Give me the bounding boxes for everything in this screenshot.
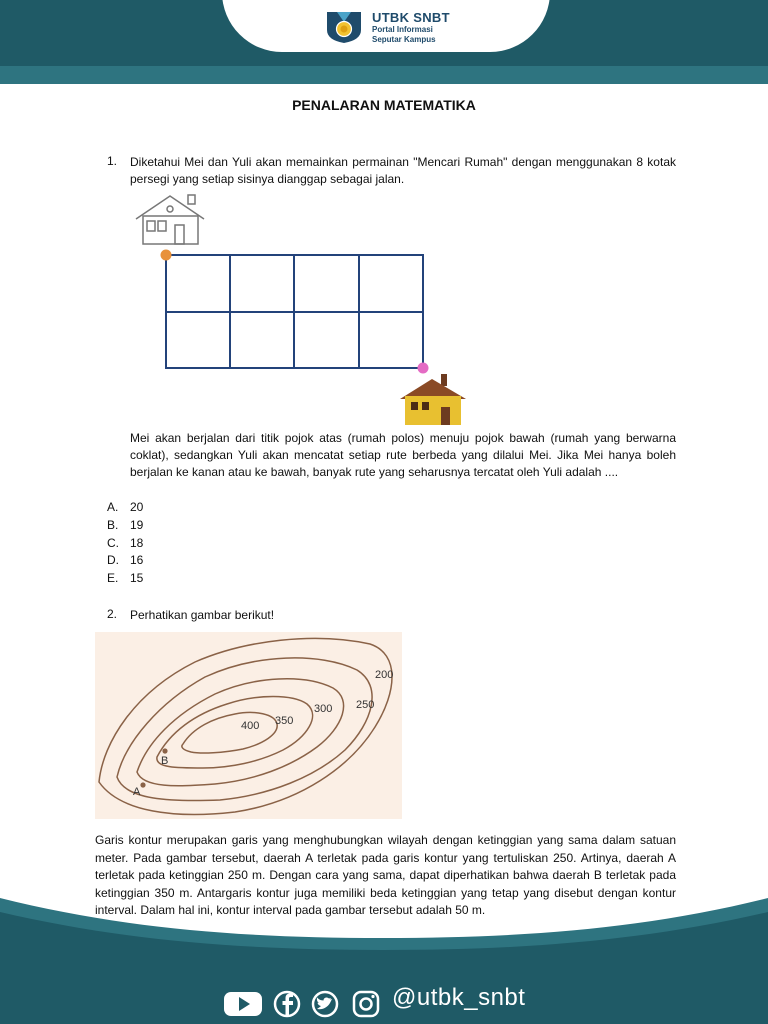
label-400: 400 bbox=[241, 720, 260, 732]
label-250: 250 bbox=[356, 699, 375, 711]
plain-house-icon bbox=[136, 195, 204, 244]
option-b-value: 19 bbox=[130, 518, 144, 532]
twitter-icon[interactable] bbox=[313, 992, 337, 1016]
q1-question: Mei akan berjalan dari titik pojok atas (rumah polos) menuju pojok bawah (rumah yang berwarna coklat), sedangkan Yuli akan mencatat setiap rute berbeda yang dilalui Mei. Jika Mei hanya boleh berjalan ke kanan atau ke bawah, banyak rute yang seharusnya tercatat oleh Yuli adalah .... bbox=[130, 431, 676, 479]
medal-logo-icon bbox=[326, 10, 362, 44]
label-350: 350 bbox=[275, 715, 294, 727]
option-c[interactable] bbox=[107, 536, 143, 553]
end-point bbox=[418, 363, 429, 374]
label-200: 200 bbox=[375, 669, 394, 681]
q1-number: 1. bbox=[107, 154, 118, 168]
label-point-b: B bbox=[161, 755, 169, 767]
option-b-letter: B. bbox=[107, 518, 119, 532]
brand-name: UTBK SNBT bbox=[372, 10, 450, 25]
q1-grid-figure bbox=[130, 192, 475, 428]
start-point bbox=[161, 250, 172, 261]
facebook-icon[interactable] bbox=[275, 992, 299, 1016]
option-e[interactable] bbox=[107, 571, 143, 588]
youtube-icon[interactable] bbox=[224, 992, 262, 1016]
option-c-letter: C. bbox=[107, 536, 119, 550]
social-handle[interactable]: @utbk_snbt bbox=[392, 984, 526, 1011]
option-e-value: 15 bbox=[130, 571, 144, 585]
brand-tagline-line1: Portal Informasi bbox=[372, 25, 433, 34]
q1-intro: Diketahui Mei dan Yuli akan memainkan permainan "Mencari Rumah" dengan menggunakan 8 kotak persegi yang setiap sisinya dianggap sebagai jalan. bbox=[130, 155, 676, 186]
option-a-value: 20 bbox=[130, 500, 144, 514]
q2-number: 2. bbox=[107, 607, 118, 621]
q2-intro: Perhatikan gambar berikut! bbox=[130, 608, 275, 622]
instagram-icon[interactable] bbox=[354, 992, 378, 1016]
page-title: PENALARAN MATEMATIKA bbox=[292, 97, 476, 113]
point-b-marker bbox=[162, 748, 167, 753]
brand-tagline bbox=[372, 25, 436, 45]
header-stripe bbox=[0, 66, 768, 84]
option-e-letter: E. bbox=[107, 571, 119, 585]
option-d[interactable] bbox=[107, 553, 143, 570]
label-point-a: A bbox=[133, 786, 141, 798]
contour-map bbox=[95, 632, 402, 819]
option-d-letter: D. bbox=[107, 553, 119, 567]
point-a-marker bbox=[140, 782, 145, 787]
brand-tagline-line2: Seputar Kampus bbox=[372, 35, 436, 44]
option-c-value: 18 bbox=[130, 536, 144, 550]
option-a-letter: A. bbox=[107, 500, 119, 514]
q2-explanation: Garis kontur merupakan garis yang menghubungkan wilayah dengan ketinggian yang sama dalam satuan meter. Pada gambar tersebut, daerah A terletak pada garis kontur yang tertuliskan 250. Artinya, daerah A terletak pada ketinggian 250 m. Dengan cara yang sama, dapat diperhatikan bahwa daerah B terletak pada ketinggian 350 m. Antargaris kontur juga memiliki beda ketinggian yang tetap yang disebut dengan kontur interval. Dalam hal ini, kontur interval pada gambar tersebut adalah 50 m. bbox=[95, 833, 676, 917]
label-300: 300 bbox=[314, 703, 333, 715]
option-d-value: 16 bbox=[130, 553, 144, 567]
brown-house-icon bbox=[400, 374, 466, 425]
option-a[interactable] bbox=[107, 500, 143, 517]
social-icons bbox=[222, 985, 387, 1021]
street-grid bbox=[166, 255, 423, 368]
option-b[interactable] bbox=[107, 518, 143, 535]
